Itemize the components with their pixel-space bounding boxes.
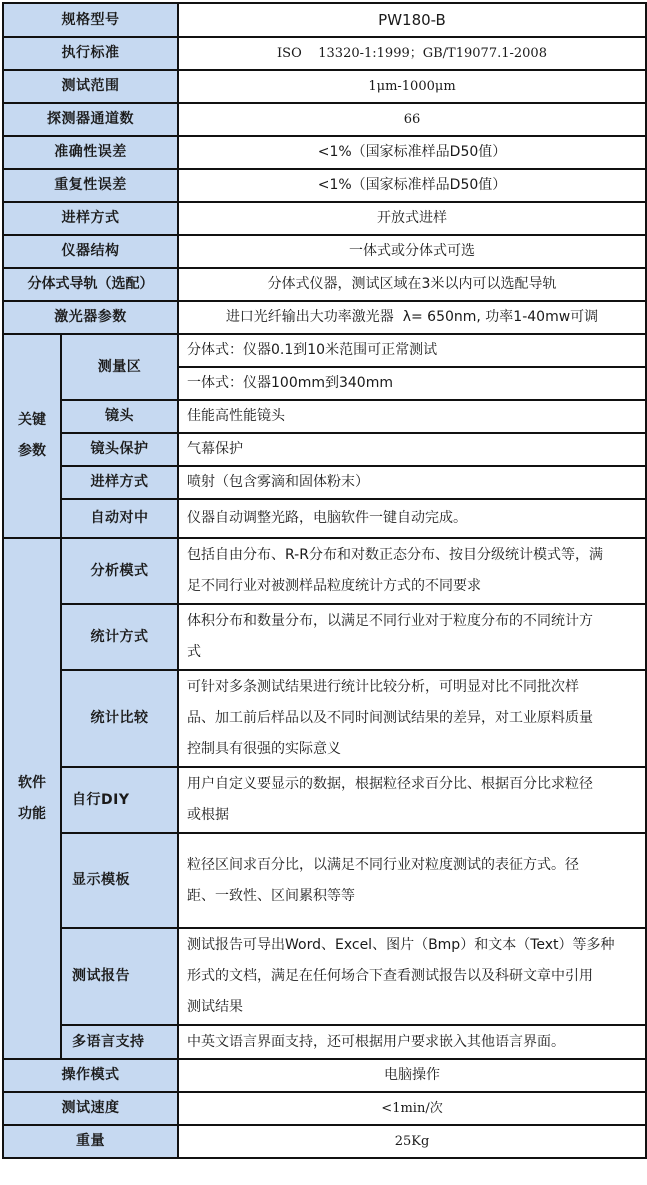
text-line: 测试报告可导出Word、Excel、图片（Bmp）和文本（Text）等多种: [187, 937, 615, 953]
table-row: [3, 103, 646, 136]
row-value-display-template: [178, 833, 646, 928]
table-row: [3, 169, 646, 202]
row-label-statistics-mode: 统计方式: [61, 604, 178, 670]
table-row: [3, 235, 646, 268]
table-row: [3, 433, 646, 466]
row-label-standard: 执行标准: [3, 37, 178, 70]
table-row: [3, 202, 646, 235]
row-label-lens: 镜头: [61, 400, 178, 433]
row-value-lens-protection: 气幕保护: [178, 433, 646, 466]
text-line: 控制具有很强的实际意义: [187, 741, 341, 757]
table-row: [3, 466, 646, 499]
text-line: 用户自定义要显示的数据，根据粒径求百分比、根据百分比求粒径: [187, 776, 593, 792]
table-row: [3, 400, 646, 433]
row-value-laser: 进口光纤输出大功率激光器 λ= 650nm, 功率1-40mw可调: [178, 301, 646, 334]
row-value-diy: [178, 767, 646, 833]
row-label-structure: 仪器结构: [3, 235, 178, 268]
table-row: [3, 334, 646, 367]
table-row: [3, 70, 646, 103]
row-value-range: 1μm-1000μm: [178, 70, 646, 103]
table-row: [3, 268, 646, 301]
text-line: 品、加工前后样品以及不同时间测试结果的差异，对工业原料质量: [187, 710, 593, 726]
row-label-statistics-compare: 统计比较: [61, 670, 178, 767]
row-value-measure-zone-integrated: 一体式：仪器100mm到340mm: [178, 367, 646, 400]
text-line: 体积分布和数量分布，以满足不同行业对于粒度分布的不同统计方: [187, 613, 593, 629]
group-label-line: 功能: [18, 805, 46, 822]
row-label-weight: 重量: [3, 1125, 178, 1158]
table-row: [3, 928, 646, 1025]
table-row: [3, 136, 646, 169]
table-row: [3, 1059, 646, 1092]
row-label-accuracy: 准确性误差: [3, 136, 178, 169]
text-line: 或根据: [187, 807, 229, 823]
group-label-line: 关键: [18, 412, 46, 428]
row-label-model: 规格型号: [3, 3, 178, 37]
spec-sheet: [2, 2, 645, 1159]
group-label-line: 参数: [18, 443, 46, 459]
table-row: [3, 37, 646, 70]
text-line: 距、一致性、区间累积等等: [187, 887, 355, 904]
table-row: [3, 767, 646, 833]
row-label-display-template: 显示模板: [61, 833, 178, 928]
row-value-test-speed: <1min/次: [178, 1092, 646, 1125]
row-value-structure: 一体式或分体式可选: [178, 235, 646, 268]
text-line: 测试结果: [187, 999, 243, 1015]
group-label-software: [3, 538, 61, 1059]
table-row: [3, 3, 646, 37]
table-row: [3, 538, 646, 604]
row-value-multilanguage: 中英文语言界面支持，还可根据用户要求嵌入其他语言界面。: [178, 1025, 646, 1059]
row-label-rail: 分体式导轨（选配）: [3, 268, 178, 301]
row-value-model: PW180-B: [178, 3, 646, 37]
row-label-multilanguage: 多语言支持: [61, 1025, 178, 1059]
text-line: 可针对多条测试结果进行统计比较分析，可明显对比不同批次样: [187, 679, 579, 695]
text-line: 足不同行业对被测样品粒度统计方式的不同要求: [187, 578, 481, 594]
table-row: [3, 604, 646, 670]
table-row: [3, 833, 646, 928]
row-value-channels: 66: [178, 103, 646, 136]
text-line: 形式的文档，满足在任何场合下查看测试报告以及科研文章中引用: [187, 968, 593, 984]
table-row: [3, 499, 646, 538]
group-label-line: 软件: [18, 774, 46, 791]
row-value-test-report: [178, 928, 646, 1025]
table-row: [3, 1092, 646, 1125]
row-label-range: 测试范围: [3, 70, 178, 103]
row-label-measure-zone: 测量区: [61, 334, 178, 400]
table-row: [3, 1025, 646, 1059]
row-value-repeatability: <1%（国家标准样品D50值）: [178, 169, 646, 202]
row-value-rail: 分体式仪器，测试区域在3米以内可以选配导轨: [178, 268, 646, 301]
row-value-weight: 25Kg: [178, 1125, 646, 1158]
row-label-lens-protection: 镜头保护: [61, 433, 178, 466]
row-label-diy: 自行DIY: [61, 767, 178, 833]
row-value-feed-mode: 开放式进样: [178, 202, 646, 235]
row-value-statistics-compare: [178, 670, 646, 767]
row-label-sample-feed: 进样方式: [61, 466, 178, 499]
row-value-measure-zone-split: 分体式：仪器0.1到10米范围可正常测试: [178, 334, 646, 367]
row-label-channels: 探测器通道数: [3, 103, 178, 136]
row-label-operation-mode: 操作模式: [3, 1059, 178, 1092]
row-label-auto-center: 自动对中: [61, 499, 178, 538]
row-label-feed-mode: 进样方式: [3, 202, 178, 235]
spec-table: [2, 2, 647, 1159]
table-row: [3, 670, 646, 767]
table-row: [3, 1125, 646, 1158]
table-row: [3, 301, 646, 334]
group-label-key-params: [3, 334, 61, 538]
row-value-standard: ISO 13320-1:1999；GB/T19077.1-2008: [178, 37, 646, 70]
row-value-statistics-mode: [178, 604, 646, 670]
row-label-laser: 激光器参数: [3, 301, 178, 334]
row-value-auto-center: 仪器自动调整光路，电脑软件一键自动完成。: [178, 499, 646, 538]
text-line: 粒径区间求百分比，以满足不同行业对粒度测试的表征方式。径: [187, 856, 579, 873]
row-value-operation-mode: 电脑操作: [178, 1059, 646, 1092]
row-label-repeatability: 重复性误差: [3, 169, 178, 202]
text-line: 包括自由分布、R-R分布和对数正态分布、按目分级统计模式等，满: [187, 547, 603, 563]
row-value-analysis-mode: [178, 538, 646, 604]
row-value-accuracy: <1%（国家标准样品D50值）: [178, 136, 646, 169]
row-value-sample-feed: 喷射（包含雾滴和固体粉末）: [178, 466, 646, 499]
row-label-test-report: 测试报告: [61, 928, 178, 1025]
row-label-analysis-mode: 分析模式: [61, 538, 178, 604]
text-line: 式: [187, 644, 201, 660]
row-value-lens: 佳能高性能镜头: [178, 400, 646, 433]
row-label-test-speed: 测试速度: [3, 1092, 178, 1125]
